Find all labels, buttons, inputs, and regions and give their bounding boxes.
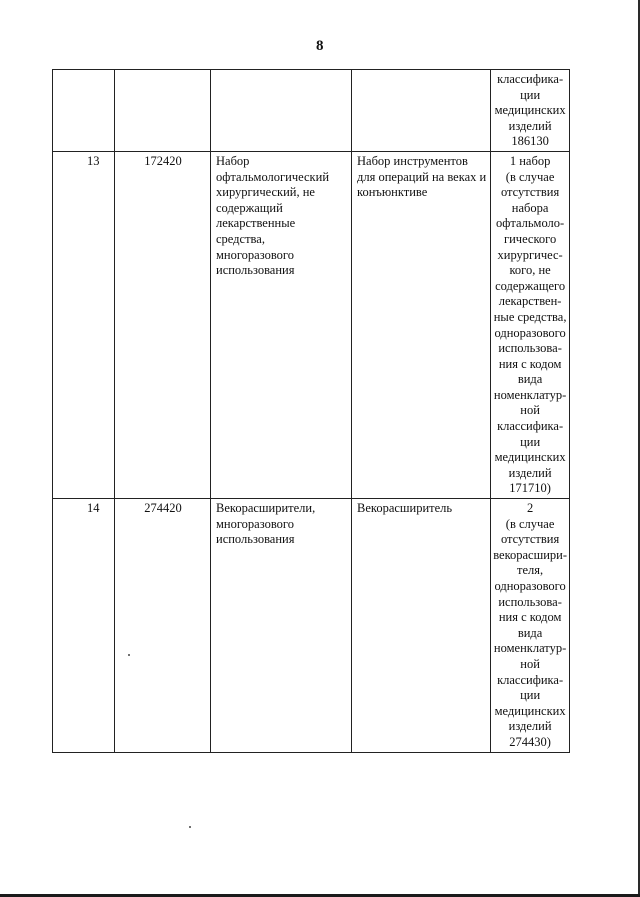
- cell-num: [53, 70, 115, 152]
- qty-line: содержащего: [495, 278, 566, 293]
- qty-line: набора: [511, 200, 549, 215]
- table-row-continuation: [53, 70, 570, 152]
- table-row: [53, 499, 570, 753]
- equipment-table: [52, 69, 570, 753]
- qty-line: классифика-: [497, 672, 564, 687]
- qty-line: медицинских: [494, 103, 566, 118]
- qty-line: (в случае: [505, 516, 555, 531]
- qty-line: 171710): [509, 481, 551, 496]
- cell-code: 172420: [115, 151, 211, 498]
- qty-line: векорасшири-: [493, 547, 568, 562]
- qty-line: лекарствен-: [498, 294, 562, 309]
- name-line: многоразового: [216, 516, 294, 531]
- name-line: Набор: [216, 153, 250, 168]
- name-line: хирургический, не: [216, 185, 315, 200]
- qty-line: 186130: [511, 134, 549, 149]
- cell-qty: [491, 70, 570, 152]
- cell-num: 13: [53, 151, 115, 498]
- qty-line: ной: [520, 403, 540, 418]
- name-line: содержащий: [216, 200, 283, 215]
- qty-line: 274430): [509, 734, 551, 749]
- qty-line: 2: [526, 501, 534, 516]
- table-row: [53, 151, 570, 498]
- scan-speck: [128, 654, 130, 656]
- tool-line: для операций на веках и: [357, 169, 487, 184]
- cell-tool: [352, 70, 491, 152]
- qty-line: одноразового: [494, 579, 566, 593]
- qty-line: гического: [503, 231, 557, 246]
- name-line: использования: [216, 532, 295, 547]
- qty-line: отсутствия: [500, 185, 560, 200]
- qty-line: 1 набор: [509, 153, 551, 168]
- qty-line: использова-: [498, 341, 562, 356]
- cell-qty: [491, 499, 570, 753]
- cell-name: [211, 151, 352, 498]
- cell-code: 274420: [115, 499, 211, 753]
- cell-tool: [352, 151, 491, 498]
- scan-speck: [189, 826, 191, 828]
- name-line: лекарственные: [216, 216, 296, 231]
- qty-line: номенклатур-: [493, 641, 567, 656]
- qty-line: изделий: [508, 719, 552, 734]
- qty-line: номенклатур-: [493, 387, 567, 402]
- tool-line: конъюнктиве: [357, 185, 428, 200]
- qty-line: одноразового: [494, 325, 566, 340]
- qty-line: ной: [520, 656, 540, 671]
- qty-line: изделий: [508, 465, 552, 480]
- qty-line: использова-: [498, 594, 562, 609]
- tool-line: Набор инструментов: [357, 153, 468, 168]
- qty-line: кого, не: [509, 263, 551, 278]
- qty-line: изделий: [508, 118, 552, 133]
- cell-name: [211, 499, 352, 753]
- qty-line: вида: [517, 372, 543, 387]
- qty-line: офтальмоло-: [495, 216, 565, 231]
- qty-line: ции: [520, 87, 541, 102]
- qty-line: хирургичес-: [497, 247, 563, 262]
- qty-line: классифика-: [497, 419, 564, 434]
- cell-qty: [491, 151, 570, 498]
- qty-line: ния с кодом: [498, 610, 562, 625]
- qty-line: вида: [517, 625, 543, 640]
- qty-line: медицинских: [494, 450, 566, 465]
- name-line: использования: [216, 263, 295, 278]
- qty-line: ные средства,: [493, 309, 567, 324]
- qty-line: отсутствия: [500, 532, 560, 547]
- qty-line: ции: [520, 434, 541, 449]
- cell-name: [211, 70, 352, 152]
- cell-tool: [352, 499, 491, 753]
- name-line: многоразового: [216, 247, 294, 262]
- qty-line: медицинских: [494, 703, 566, 718]
- qty-line: (в случае: [505, 169, 555, 184]
- name-line: офтальмологический: [216, 169, 330, 184]
- page-number: 8: [316, 38, 324, 54]
- qty-line: теля,: [517, 563, 544, 578]
- cell-num: 14: [53, 499, 115, 753]
- name-line: Векорасширители,: [216, 501, 316, 516]
- qty-line: ния с кодом: [498, 356, 562, 371]
- qty-line: классифика-: [497, 72, 564, 86]
- name-line: средства,: [216, 231, 265, 246]
- cell-code: [115, 70, 211, 152]
- qty-line: ции: [520, 688, 541, 703]
- tool-line: Векорасширитель: [357, 501, 453, 516]
